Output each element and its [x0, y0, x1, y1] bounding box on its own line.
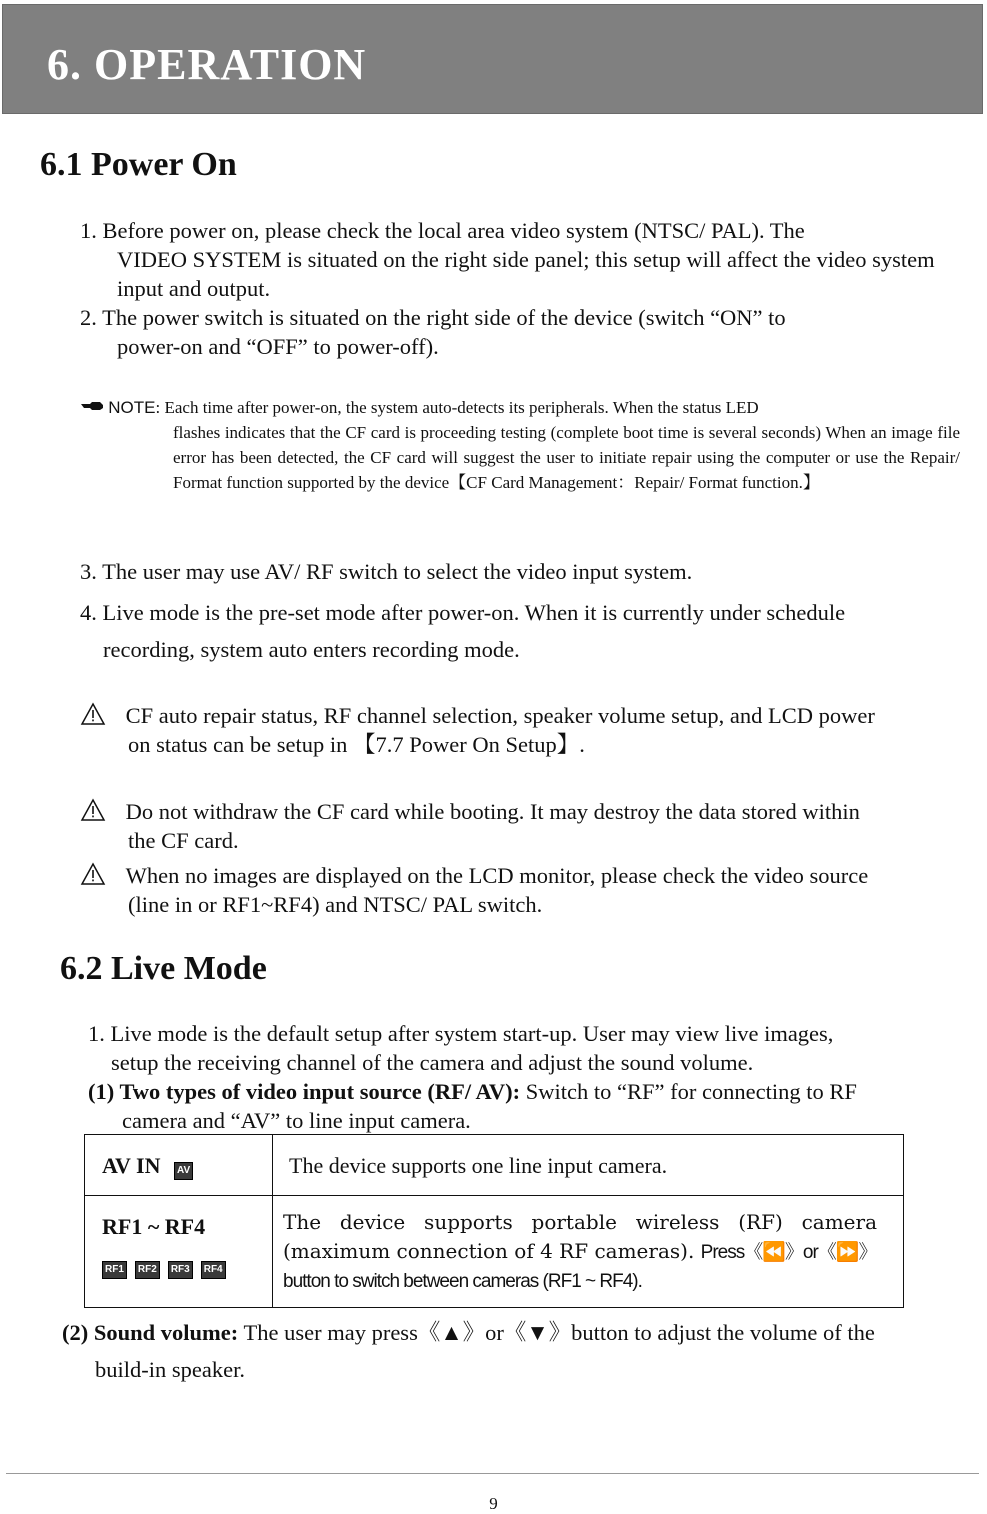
warning-icon [80, 862, 106, 886]
power-on-item-2 [80, 303, 960, 361]
pointing-hand-icon [80, 398, 108, 417]
chapter-title: 6. OPERATION [47, 40, 367, 89]
sound-volume-text: The user may press《▲》or《▼》button to adjust the volume of the [238, 1320, 875, 1345]
av-icon: AV [174, 1162, 193, 1180]
sound-volume [62, 1314, 960, 1388]
note-block: NOTE: Each time after power-on, the system auto-detects its peripherals. When the status LED flashes indicates that the CF card is proceeding testing (complete boot time is several seconds) When an image file error has been detected, the CF card will suggest the user to initiate repair using the computer or use the Repair/ Format function supported by the device【CF Card Management：Repair/ Format function.】 [80, 395, 960, 495]
table-row [85, 1135, 904, 1196]
item-1-first-line: 1. Before power on, please check the local area video system (NTSC/ PAL). The [80, 218, 805, 243]
av-in-description: The device supports one line input camera. [273, 1135, 904, 1196]
video-input-source-text: Switch to “RF” for connecting to RF [520, 1079, 857, 1104]
video-input-source-label: (1) Two types of video input source (RF/ AV): [88, 1079, 521, 1104]
live-mode-item-1 [88, 1019, 960, 1077]
rf1-icon: RF1 [102, 1261, 127, 1279]
warning-2-continuation: the CF card. [128, 828, 239, 853]
live-item-1-continuation: setup the receiving channel of the camera and adjust the sound volume. [111, 1050, 754, 1075]
table-row [85, 1196, 904, 1308]
item-4-continuation: recording, system auto enters recording mode. [103, 637, 520, 662]
sound-volume-label: (2) Sound volume: [62, 1320, 239, 1345]
item-2-continuation: power-on and “OFF” to power-off). [117, 334, 439, 359]
warning-3 [80, 861, 960, 919]
rf3-icon: RF3 [168, 1261, 193, 1279]
power-on-item-1 [80, 216, 960, 303]
video-input-source-continuation: camera and “AV” to line input camera. [122, 1108, 471, 1133]
note-continuation: flashes indicates that the CF card is proceeding testing (complete boot time is several seconds) When an image file error has been detected, the CF card will suggest the user to initiate repair using the computer or use the Repair/ Format function supported by the device【CF Card Management：Repair/ Format function.】 [173, 423, 960, 492]
rf-press-text: Press《⏪》or《⏩》 [700, 1242, 877, 1263]
rf-cell [85, 1196, 273, 1308]
warning-2-first-line: Do not withdraw the CF card while booting. It may destroy the data stored within [125, 799, 860, 824]
live-item-1-first-line: 1. Live mode is the default setup after system start-up. User may view live images, [88, 1021, 834, 1046]
rf4-icon: RF4 [201, 1261, 226, 1279]
sound-volume-continuation: build-in speaker. [95, 1357, 245, 1382]
rf-tail-text: button to switch between cameras (RF1 ~ RF4). [283, 1271, 642, 1292]
rf-label: RF1 ~ RF4 [102, 1214, 206, 1239]
warning-1-first-line: CF auto repair status, RF channel selection, speaker volume setup, and LCD power [125, 703, 875, 728]
power-on-item-3: 3. The user may use AV/ RF switch to select the video input system. [80, 559, 693, 584]
av-in-label: AV IN [102, 1153, 161, 1178]
note-label: NOTE [108, 398, 156, 417]
page-number: 9 [489, 1494, 498, 1513]
warning-1-continuation: on status can be setup in 【7.7 Power On Setup】. [128, 732, 585, 757]
rf-description [273, 1196, 904, 1308]
note-first-line: Each time after power-on, the system auto-detects its peripherals. When the status LED [164, 398, 759, 417]
section-heading-power-on: 6.1 Power On [40, 146, 237, 183]
footer-divider [6, 1473, 979, 1474]
item-2-first-line: 2. The power switch is situated on the right side of the device (switch “ON” to [80, 305, 786, 330]
warning-3-continuation: (line in or RF1~RF4) and NTSC/ PAL switch. [128, 892, 543, 917]
item-4-first-line: 4. Live mode is the pre-set mode after power-on. When it is currently under schedule [80, 600, 846, 625]
warning-icon [80, 702, 106, 726]
av-in-cell [85, 1135, 273, 1196]
video-input-table [84, 1134, 904, 1308]
section-heading-live-mode: 6.2 Live Mode [60, 950, 267, 987]
rf2-icon: RF2 [135, 1261, 160, 1279]
warning-2 [80, 797, 960, 855]
power-on-item-4 [80, 594, 960, 668]
rf-description-text: The device supports portable wireless (RF) camera (maximum connection of 4 RF cameras). [283, 1210, 877, 1263]
warning-3-first-line: When no images are displayed on the LCD monitor, please check the video source [125, 863, 869, 888]
chapter-banner [2, 4, 983, 114]
warning-icon [80, 798, 106, 822]
item-1-continuation: VIDEO SYSTEM is situated on the right side panel; this setup will affect the video system input and output. [117, 247, 935, 301]
rf-icons [102, 1252, 272, 1279]
video-input-source [88, 1077, 960, 1135]
warning-1 [80, 701, 960, 759]
